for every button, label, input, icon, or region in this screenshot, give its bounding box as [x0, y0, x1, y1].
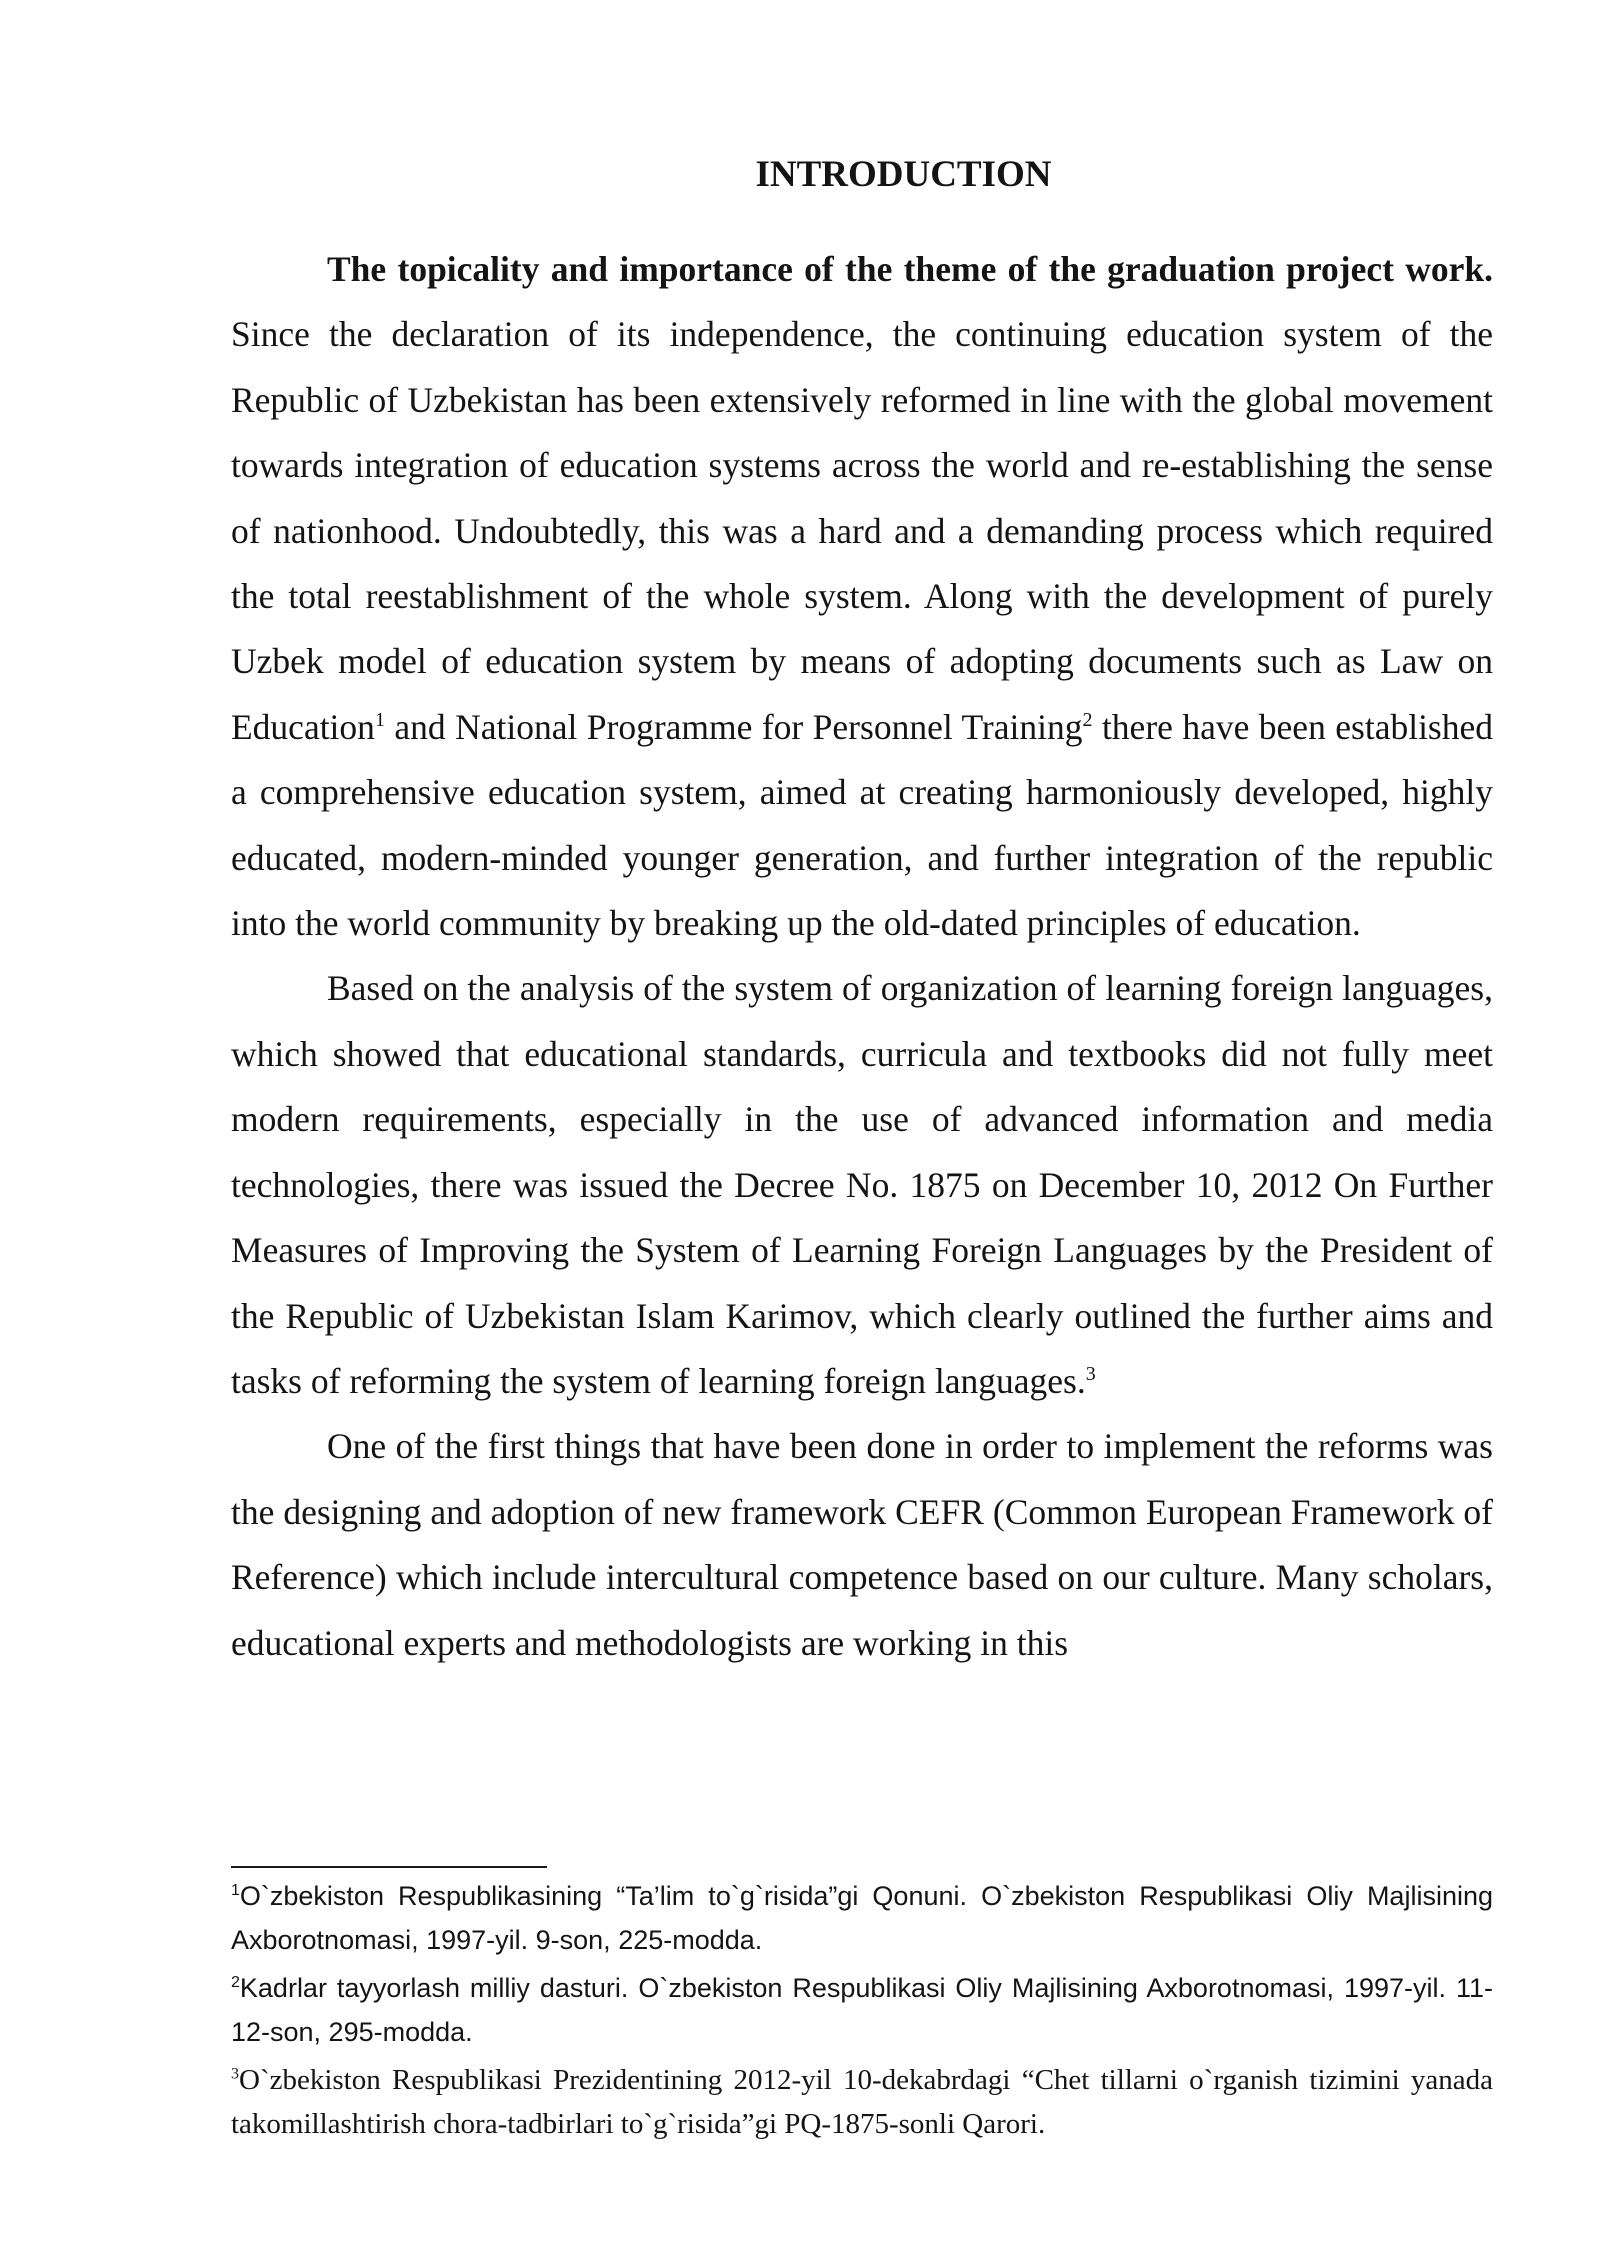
- paragraph-text: and National Programme for Personnel Training: [384, 706, 1083, 747]
- page-title: INTRODUCTION: [755, 154, 1052, 195]
- paragraph-text: Based on the analysis of the system of organization of learning foreign languages, which showed that educational standards, curricula and textbooks did not fully meet modern requirements, especially in the use of advanced information and media technologies, there was issued the Decree No. 1875 on December 10, 2012 On Further Measures of Improving the System of Learning Foreign Languages by the President of the Republic of Uzbekistan Islam Karimov, which clearly outlined the further aims and tasks of reforming the system of learning foreign languages.: [231, 968, 1493, 1401]
- footnote-separator: [231, 1866, 547, 1868]
- footnote-text: O`zbekiston Respublikasining “Ta’lim to`g`risida”gi Qonuni. O`zbekiston Respublikasi Oliy Majlisining Axborotnomasi, 1997-yil. 9-son, 225-modda.: [231, 1881, 1493, 1955]
- footnote-1: [231, 1874, 1493, 1962]
- footnote-2: [231, 1966, 1493, 2054]
- footnote-ref-1[interactable]: 1: [374, 709, 385, 732]
- body-text: [231, 237, 1493, 1676]
- footnote-text: Kadrlar tayyorlash milliy dasturi. O`zbekiston Respublikasi Oliy Majlisining Axborotnomasi, 1997-yil. 11-12-son, 295-modda.: [231, 1973, 1493, 2047]
- footnotes: [231, 1874, 1493, 2150]
- paragraph-lead: The topicality and importance of the theme of the graduation project work.: [327, 249, 1493, 289]
- footnote-ref-3[interactable]: 3: [1085, 1363, 1096, 1386]
- paragraph-2: [231, 956, 1493, 1414]
- paragraph-3: [231, 1414, 1493, 1676]
- footnote-3: [231, 2058, 1493, 2146]
- paragraph-1: [231, 237, 1493, 956]
- footnote-number: 2: [231, 1974, 240, 1991]
- footnote-number: 1: [231, 1882, 240, 1899]
- paragraph-text: Since the declaration of its independence, the continuing education system of the Republic of Uzbekistan has been extensively reformed in line with the global movement towards integration of education systems across the world and re-establishing the sense of nationhood. Undoubtedly, this was a hard and a demanding process which required the total reestablishment of the whole system. Along with the development of purely Uzbek model of education system by means of adopting documents such as Law on Education: [231, 314, 1493, 747]
- paragraph-text: there have been established a comprehensive education system, aimed at creating harmoniously developed, highly educated, modern-minded younger generation, and further integration of the republic into the world community by breaking up the old-dated principles of education.: [231, 706, 1494, 944]
- footnote-number: 3: [231, 2065, 239, 2083]
- footnote-ref-2[interactable]: 2: [1082, 709, 1093, 732]
- paragraph-text: One of the first things that have been done in order to implement the reforms was the designing and adoption of new framework CEFR (Common European Framework of Reference) which include intercultural competence based on our culture. Many scholars, educational experts and methodologists are working in this: [231, 1426, 1493, 1663]
- footnote-text: O`zbekiston Respublikasi Prezidentining 2012-yil 10-dekabrdagi “Chet tillarni o`rganish tizimini yanada takomillashtirish chora-tadbirlari to`g`risida”gi PQ-1875-sonli Qarori.: [231, 2064, 1493, 2140]
